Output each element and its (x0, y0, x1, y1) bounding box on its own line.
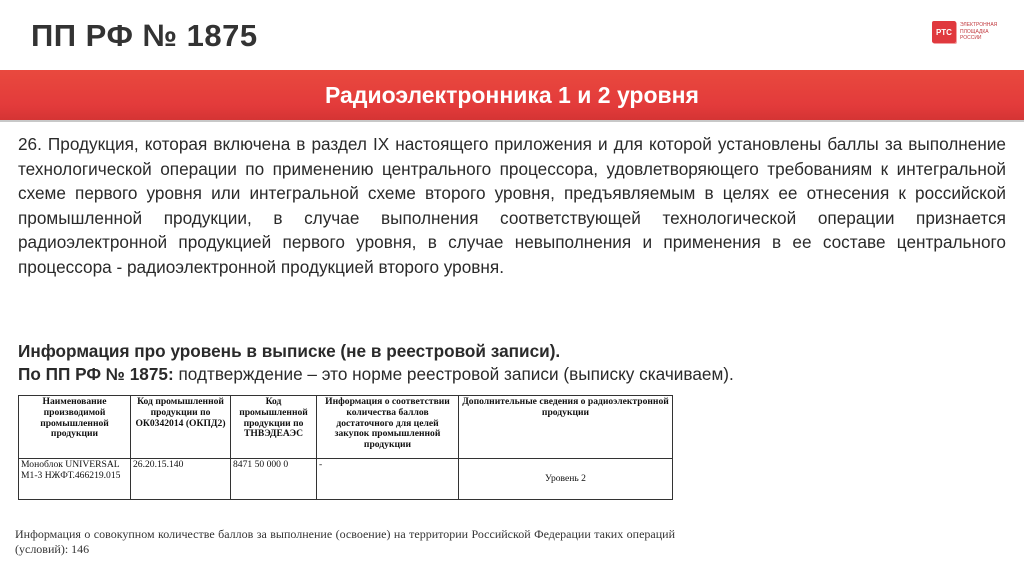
regulation-paragraph: 26. Продукция, которая включена в раздел IX настоящего приложения и для которой установлены баллы за выполнение технологической операции по применению центрального процессора, удовлетворяющего требованиям к интегральной схеме первого уровня или интегральной схеме второго уровня, предъявляемым в целях ее отнесения к российской промышленной продукции, в случае выполнения соответствующей технологической операции признается радиоэлектронной продукцией первого уровня, в случае невыполнения и применения в ее составе центрального процессора - радиоэлектронной продукцией второго уровня. (18, 134, 1006, 277)
band-title: Радиоэлектронника 1 и 2 уровня (325, 82, 699, 108)
info-rest: подтверждение – это норме реестровой записи (выписку скачиваем). (173, 364, 734, 384)
header-tnved-code: Код промышленной продукции по ТНВЭДЕАЭС (231, 396, 317, 459)
points-footer-note: Информация о совокупном количестве баллов за выполнение (освоение) на территории Российской Федерации таких операций (условий): 146 (15, 527, 675, 556)
cell-points-info: - (317, 459, 459, 500)
cell-product-name: Моноблок UNIVERSAL M1-3 НЖФТ.466219.015 (19, 459, 131, 500)
header-okpd2-code: Код промышленной продукции по ОК0342014 (ОКПД2) (131, 396, 231, 459)
cell-additional-info: Уровень 2 (459, 459, 673, 500)
header-additional-info: Дополнительные сведения о радиоэлектронной продукции (459, 396, 673, 459)
logo-line-3: РОССИИ (960, 35, 982, 41)
info-line (18, 363, 1008, 385)
rts-logo-mark: РТС (932, 21, 956, 43)
header-product-name: Наименование производимой промышленной продукции (19, 396, 131, 459)
info-prefix: По ПП РФ № 1875: (18, 364, 174, 384)
logo-line-2: ПЛОЩАДКА (960, 28, 989, 35)
header-points-info: Информация о соответствии количества баллов достаточного для целей закупок промышленной продукции (317, 396, 459, 459)
table-row (19, 459, 673, 500)
logo-line-1: ЭЛЕКТРОННАЯ (960, 22, 998, 28)
rts-logo-text (960, 22, 1014, 42)
table-header-row (19, 396, 673, 459)
cell-tnved-code: 8471 50 000 0 (231, 459, 317, 500)
slide-title: ПП РФ № 1875 (31, 18, 258, 53)
cell-okpd2-code: 26.20.15.140 (131, 459, 231, 500)
rts-logo (932, 21, 1012, 47)
info-heading: Информация про уровень в выписке (не в реестровой записи). (18, 341, 561, 361)
registry-extract-table (18, 395, 673, 500)
